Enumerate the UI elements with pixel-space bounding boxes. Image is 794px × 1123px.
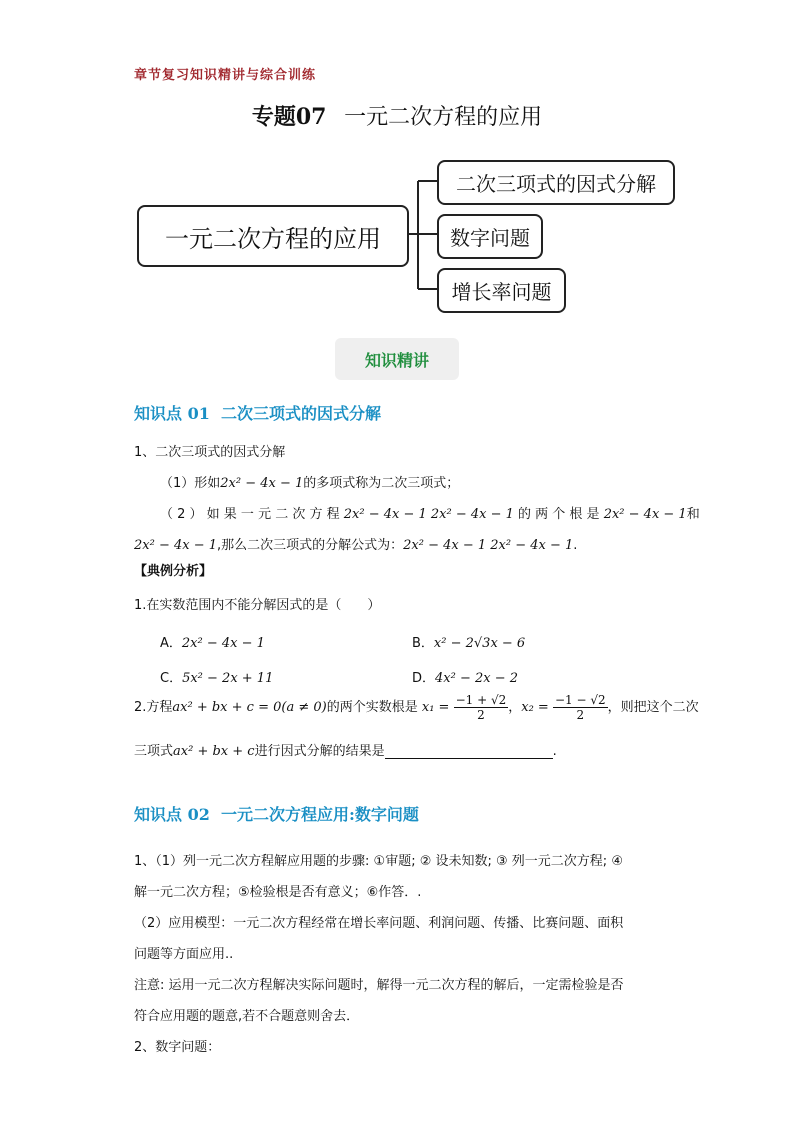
kp1-sub2-expr1: 2x² − 4x − 1 2x² − 4x − 1 [343,507,514,522]
q2-equation: ax² + bx + c = 0(a ≠ 0) [172,700,327,715]
title-prefix: 专题 [251,104,296,130]
kp2-heading [134,802,419,825]
question-2 [134,693,699,722]
title-text: 一元二次方程的应用 [344,105,543,130]
q2-end: ，则把这个二次 [607,700,699,715]
q1-option-a [160,632,265,651]
kp2-p3-line2: 符合应用题的题意,若不合题意则舍去． [134,1009,360,1024]
kp1-sub2-mid: 的 两 个 根 是 [518,507,600,522]
q2-line2-end: . [552,744,557,759]
kp1-heading-text: 二次三项式的因式分解 [221,404,382,423]
q1-option-d [412,667,518,686]
q2-x2: x₂ = [521,700,549,715]
kp1-sub3-expr2: 2x² − 4x − 1 2x² − 4x − 1 [403,538,574,553]
kp1-sub2-and: 和 [686,507,700,522]
kp1-item1: 1、二次三项式的因式分解 [134,445,286,460]
q1-option-b-label: B． [412,636,434,651]
mindmap-child-number-problem: 数字问题 [437,214,543,259]
kp1-sub2-expr2: 2x² − 4x − 1 [603,507,687,522]
q2-x1: x₁ = [421,700,450,715]
kp2-heading-text: 一元二次方程应用:数字问题 [221,805,419,824]
q2-prefix: 2.方程 [134,700,173,715]
example-label: 【典例分析】 [134,564,213,579]
kp2-p4: 2、数字问题： [134,1040,221,1055]
q2-x2-fraction [553,693,608,722]
q2-x1-numerator: −1 + √2 [455,693,507,707]
q2-separator: ， [508,700,522,715]
kp2-heading-prefix: 知识点 [134,805,183,824]
kp1-sub1-suffix: 的多项式称为二次三项式； [303,476,460,491]
section-badge: 知识精讲 [335,338,459,380]
question-1: 1.在实数范围内不能分解因式的是（ ） [134,598,381,613]
q2-x2-numerator: −1 − √2 [554,693,606,707]
kp1-sub3-end: . [573,538,578,553]
question-2-line2 [134,740,557,759]
chapter-tag: 章节复习知识精讲与综合训练 [134,68,317,83]
kp2-p1-line1: 1、（1）列一元二次方程解应用题的步骤: ①审题; ② 设未知数; ③ 列一元二次方程; ④ [134,854,623,869]
kp2-p2-line2: 问题等方面应用.. [134,947,234,962]
q2-line2-expr: ax² + bx + c [173,744,255,759]
kp2-p1-line2: 解一元二次方程；⑤检验根是否有意义；⑥作答．. [134,885,422,900]
q1-option-c-label: C． [160,671,183,686]
kp1-heading-prefix: 知识点 [134,404,183,423]
q1-option-c [160,667,273,686]
kp2-p3-line1: 注意: 运用一元二次方程解决实际问题时，解得一元二次方程的解后，一定需检验是否 [134,978,624,993]
q2-mid: 的两个实数根是 [326,700,418,715]
kp1-sub1-prefix: （1）形如 [160,476,221,491]
q2-x1-fraction [454,693,509,722]
kp1-heading [134,401,381,424]
q2-x1-denominator: 2 [477,708,485,722]
q1-option-a-label: A． [160,636,182,651]
q2-line2-prefix: 三项式 [134,744,174,759]
kp1-sub1-expr: 2x² − 4x − 1 [220,476,304,491]
q1-option-b-expr: x² − 2√3x − 6 [433,636,526,651]
kp1-sub1 [160,472,459,491]
q1-option-a-expr: 2x² − 4x − 1 [181,636,265,651]
mindmap-child-growth-rate: 增长率问题 [437,268,566,313]
kp1-sub3-text: ,那么二次三项式的分解公式为： [217,538,404,553]
kp2-p2-line1: （2）应用模型：一元二次方程经常在增长率问题、利润问题、传播、比赛问题、面积 [134,916,624,931]
q1-option-b [412,632,525,651]
q2-line2-suffix: 进行因式分解的结果是 [254,744,385,759]
mindmap-child-factorization: 二次三项式的因式分解 [437,160,675,205]
title-number: 07 [295,104,327,130]
mindmap-root: 一元二次方程的应用 [137,205,409,267]
kp1-sub3-expr1: 2x² − 4x − 1 [134,538,218,553]
kp1-sub3 [134,534,577,553]
q1-option-c-expr: 5x² − 2x + 11 [182,671,274,686]
q1-option-d-label: D． [412,671,436,686]
kp2-heading-num: 02 [187,805,210,824]
q1-option-d-expr: 4x² − 2x − 2 [435,671,519,686]
answer-blank[interactable] [385,745,553,759]
kp1-heading-num: 01 [187,404,210,423]
kp1-sub2 [160,503,700,522]
q2-x2-denominator: 2 [576,708,585,722]
kp1-sub2-prefix: （ 2 ） 如 果 一 元 二 次 方 程 [160,507,340,522]
